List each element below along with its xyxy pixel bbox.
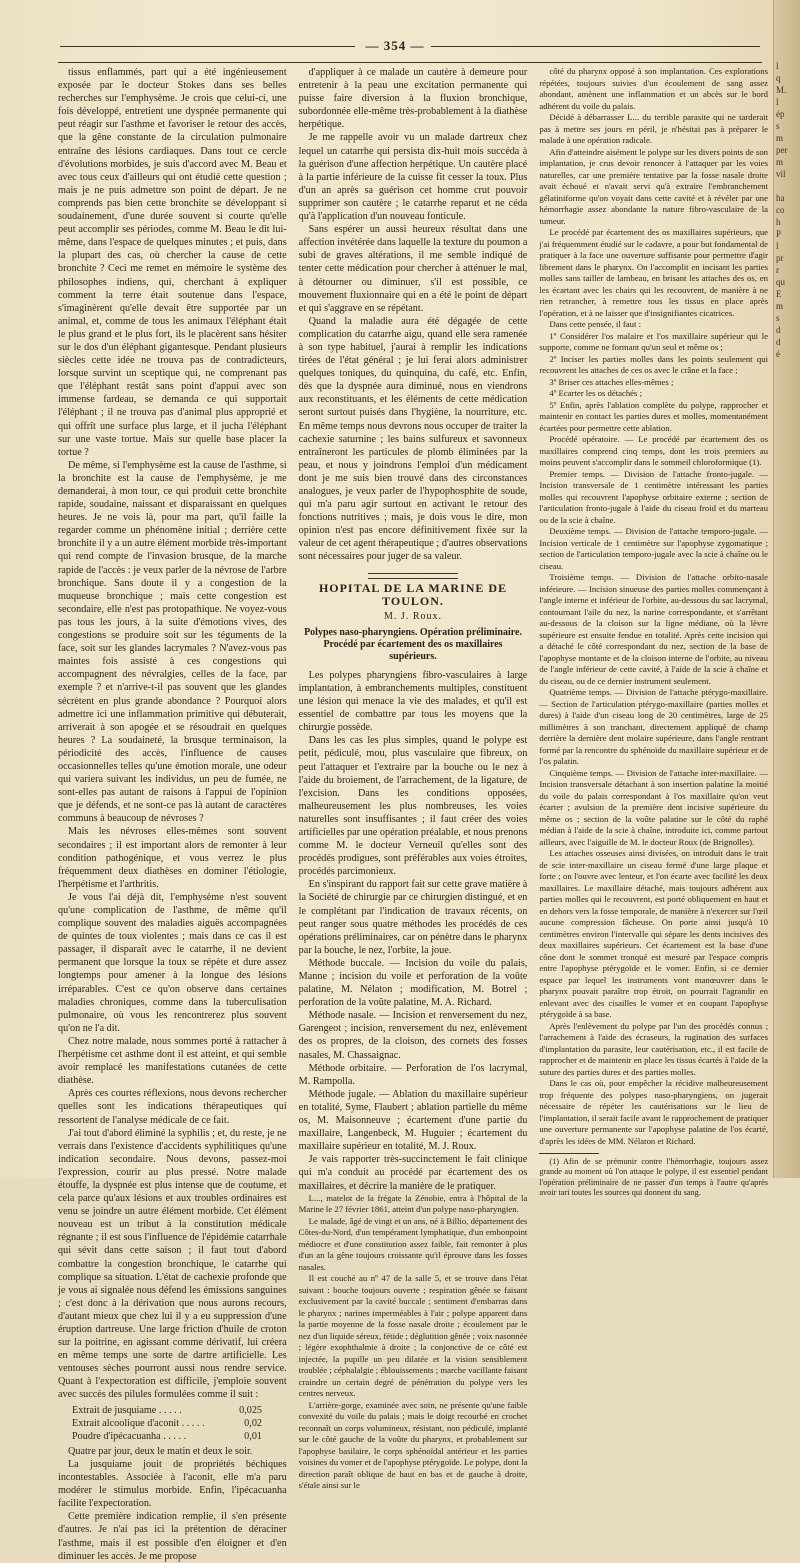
page-header bbox=[0, 36, 790, 56]
margin-fragment: d bbox=[776, 337, 781, 347]
margin-fragment: r bbox=[776, 265, 779, 275]
paragraph: De même, si l'emphysème est la cause de l'asthme, si la bronchite est la cause de l'emphysème, je me demanderai, à mon tour, ce qui produit cette bronchite rapide, soudaine, naissant et disparaissant en quelques heures. Je ne vois là, pour ma part, qu'il faille la regarder comme un phénomène initial ; derrière cette bronchite il y a un autre élément morbide très-important qui rend compte de l'invasion brusque, de la marche rapide de l'accès : je veux parler de la névrose de l'arbre bronchique. Sans doute il y a congestion de la muqueuse bronchique ; mais cette congestion est secondaire, elle n'est pas protopathique. Ne voyez-vous pas tous les jours, à la suite d'émotions vives, des congestions se produire soit sur les téguments de la face, soit sur les glandes lacrymales ? N'avez-vous pas maintes fois assisté à ces congestions qui accompagnent des névralgies, celles de la face, par exemple ? et n'arrive-t-il pas souvent que les glandes sécrètent en plus grande abondance ? Pourquoi alors admettre ici une inflammation primitive qui débuterait, arriverait à son apogée et se résoudrait en quelques heures ? La soudaineté, la brusque terminaison, la périodicité des accès, l'influence de causes occasionnelles telles qu'une émotion morale, une odeur qui variera suivant les individus, un peu de fumée, ne sont-elles pas autant de raisons à l'appui de l'opinion que je défends, et ne sont-ce pas là autant de caractères communs à beaucoup de névroses ? bbox=[58, 459, 287, 825]
margin-fragment: é bbox=[776, 349, 780, 359]
paragraph: Troisième temps. — Division de l'attache orbito-nasale inférieure. — Incision sinueuse des parties molles commençant à l'angle interne et inférieur de l'orbite, au-dessous du sac lacrymal, contournant l'aile du nez, la narine correspondante, et s'arrêtant au-dessous de la cloison sur la ligne médiane, où la lèvre supérieure est ensuite fendue en totalité. Après cette incision qui a détaché le côté correspondant du nez, section de la base de l'apophyse montante et de la cloison interne de l'orbite, au niveau de l'angle inférieur de cette cavité, à l'aide de la scie à chaîne et du ciseau, ou de ce dernier instrument seulement. bbox=[539, 572, 769, 686]
margin-fragment: l bbox=[776, 61, 779, 71]
paragraph: Mais les névroses elles-mêmes sont souvent secondaires ; il est important alors de remonter à leur condition pathogénique, et vous verrez le plus fréquemment deux diathèses en dominer l'étiologie, l'herpétisme et l'arthritis. bbox=[58, 826, 287, 890]
paragraph: Le procédé par écartement des os maxillaires supérieurs, que j'ai fréquemment étudié sur le cadavre, a pour but fondamental de pratiquer à la face une ouverture suffisante pour permettre d'agir librement dans le pharynx. On l'accomplit en incisant les parties molles sans tailler de lambeau, en brisant les attaches des os, en les écartant avec les chairs qui les recouvrent, de manière à ne rien retrancher, à remettre tous les tissus en place après l'opération, et à ne laisser que d'insignifiantes cicatrices. bbox=[539, 227, 769, 318]
formula-row bbox=[72, 1417, 262, 1430]
ingredient-dose: 0,01 bbox=[244, 1430, 262, 1442]
paragraph: Je me rappelle avoir vu un malade dartreux chez lequel un catarrhe qui persista dix-huit mois succéda à la guérison d'une affection herpétique. Un cautère placé à la partie inférieure de la cuisse fit cesser la toux. Plus d'un an après sa guérison cet homme crut pouvoir supprimer son cautère ; le catarrhe reparut et ne céda qu'à l'application d'un nouveau fonticule. bbox=[298, 132, 528, 223]
header-rule-right bbox=[430, 46, 760, 47]
paragraph: tissus enflammés, part qui a été ingénieusement exposée par le docteur Stokes dans ses belles recherches sur l'emphysème. Je crois que celui-ci, une fois développé, entretient une dyspnée permanente qui peut réagir sur l'asthme et favoriser le retour des accès, que la gêne constante de la circulation pulmonaire entraîne des lésions cardiaques. Dans tout ce cercle d'évolutions morbides, je suis d'accord avec M. Beau et avec tous ceux d'ailleurs qui ont étudié cette question ; mais je ne puis admettre son point de départ. Je ne comprends pas bien cette bronchite se développant si soudainement, d'une durée souvent si courte qu'elle peut accomplir ses périodes, comme M. Beau le dit lui-même, dans l'espace de quelques minutes ; et puis, dans la plupart des cas, où chercher la cause de cette bronchite ? Ceci me remet en mémoire le système des philosophes indiens, qui, cherchant à expliquer comment la terre était soutenue dans l'espace, s'imaginèrent qu'elle devait être supportée par un animal, et, comme de tous les animaux l'éléphant était le plus grand et le plus fort, ils le placèrent sans hésiter sur le dos d'un éléphant gigantesque. Pendant plusieurs siècles cette idée ne trouva pas de contradicteurs, lorsque survint un sceptique qui, ne comprenant pas que l'éléphant restât sans point d'appui avec son immense fardeau, se demanda ce qui supportait l'éléphant ; il ne trouva pas d'animal plus approprié et qui offrît une surface plus large, et il jucha l'éléphant sur une vaste tortue. Mais sur quelle base placer la tortue ? bbox=[58, 67, 287, 458]
margin-fragment: E bbox=[776, 289, 782, 299]
margin-fragment: l bbox=[776, 241, 779, 251]
text-columns bbox=[58, 66, 769, 1562]
paragraph: Méthode orbitaire. — Perforation de l'os lacrymal, M. Rampolla. bbox=[298, 1062, 528, 1087]
column-1-body bbox=[58, 66, 287, 1402]
article-subtitle: Polypes naso-pharyngiens. Opération préliminaire. Procédé par écartement des os maxillaires supérieurs. bbox=[304, 626, 522, 662]
column-3-intro bbox=[539, 66, 768, 1147]
section-title: HOPITAL DE LA MARINE DE TOULON. bbox=[318, 580, 508, 608]
adjacent-page-edge bbox=[773, 0, 800, 1178]
margin-fragment: P bbox=[776, 229, 782, 239]
paragraph: Je vous l'ai déjà dit, l'emphysème n'est souvent qu'une complication de l'asthme, de même qu'il complique souvent des maladies aiguës accompagnées de quintes de toux violentes ; mais dans ce cas il est passager, il disparaît avec le catarrhe, il ne devient permanent que lorsque la toux se répète et dure assez longtemps pour amener à la longue des lésions irréparables. C'est ce qu'on observe dans certaines maladies chroniques, comme dans la tuberculisation pulmonaire, où vous les rencontrerez plus souvent qu'on ne l'a dit. bbox=[58, 891, 287, 1034]
paragraph: Afin d'atteindre aisément le polype sur les divers points de son implantation, je crus devoir renoncer à l'attaquer par les voies naturelles, car une première tentative par la fosse nasale droite avait échoué et n'avait servi qu'à extraire l'embranchement gélatiniforme qu'on voyait dans cette cavité et à révéler par une hémorrhagie assez abondante la nature fibro-vasculaire de la tumeur. bbox=[539, 146, 769, 226]
margin-fragment: l bbox=[776, 97, 779, 107]
margin-fragment: m bbox=[776, 301, 784, 311]
prescription-formula bbox=[72, 1404, 287, 1443]
paragraph: Dans le cas où, pour empêcher la récidive malheureusement trop fréquente des polypes naso-pharyngiens, on jugerait nécessaire de répéter les cautérisations sur le lieu de l'implantation, il serait facile avant le rapprochement de pratiquer une ouverture permanente sur l'apophyse palatine de l'os écarté, d'après les idées de MM. Nélaton et Richard. bbox=[539, 1078, 769, 1146]
paragraph: La jusquiame jouit de propriétés béchiques incontestables. Associée à l'aconit, elle m'a paru modérer le stimulus morbide. Enfin, l'ipécacuanha facilite l'expectoration. bbox=[58, 1458, 287, 1510]
margin-fragment: s bbox=[776, 121, 780, 131]
paragraph: Cette première indication remplie, il s'en présente d'autres. Je n'ai pas ici la prétention de déraciner l'asthme, mais il est possible d'en éloigner et d'en diminuer les accès. Je me propose bbox=[58, 1511, 287, 1562]
paragraph: Quatre par jour, deux le matin et deux le soir. bbox=[68, 1445, 253, 1457]
paragraph: Sans espérer un aussi heureux résultat dans une affection invétérée dans laquelle la texture du poumon a subi de graves altérations, il me semble indiqué de tenter cette médication pour chercher à atténuer le mal, à détourner ou diminuer, s'il est possible, ce mouvement fluxionnaire qui en a été le point de départ et qui s'aggrave en se répétant. bbox=[298, 224, 528, 314]
margin-fragment: s bbox=[776, 313, 780, 323]
paragraph: 5º Enfin, après l'ablation complète du polype, rapprocher et maintenir en contact les parties dures et molles, momentanément écartées pour permettre cette ablation. bbox=[539, 399, 769, 433]
margin-fragment: vil bbox=[776, 169, 786, 179]
margin-fragment: ha bbox=[776, 193, 785, 203]
paragraph: L'arrière-gorge, examinée avec soin, ne présente qu'une faible convexité du voile du palais ; mais le doigt recourbé en crochet reconnaît un corps volumineux, résistant, non pédiculé, implanté sur le côté gauche de la voûte du pharynx, et probablement sur l'apophyse basilaire, le corps sphénoïdal antérieur et les parties voisines du vomer et de l'apophyse ptérygoïde. Le polype, dont la direction paraît oblique de haut en bas et de gauche à droite, s'étale ainsi sur le bbox=[298, 1399, 528, 1491]
paragraph: Le malade, âgé de vingt et un ans, né à Billio, département des Côtes-du-Nord, d'un tempérament lymphatique, d'un embonpoint médiocre et d'une constitution assez faible, fait remonter à plus d'un an la gêne toujours croissante qu'il éprouve dans les fosses nasales. bbox=[298, 1215, 528, 1272]
paragraph: côté du pharynx opposé à son implantation. Ces explorations répétées, toujours suivies d'un écoulement de sang assez abondant, amènent une inflammation et un abcès sur le bord adhérent du voile du palais. bbox=[539, 66, 769, 111]
column-3 bbox=[539, 66, 769, 1198]
case-report bbox=[299, 1193, 528, 1492]
paragraph: 4º Ecarter les os détachés ; bbox=[549, 388, 643, 398]
paragraph: Méthode nasale. — Incision et renversement du nez, Garengeot ; incision, renversement du nez, enlèvement des os propres, de la cloison, des cornets des fosses nasales, M. Chassaignac. bbox=[298, 1010, 528, 1061]
paragraph: Procédé opératoire. — Le procédé par écartement des os maxillaires comprend cinq temps, dont les trois premiers au moins peuvent s'accomplir dans le sommeil chloroformique (1). bbox=[539, 434, 769, 467]
margin-fragment: pr bbox=[776, 253, 784, 263]
column-2 bbox=[298, 66, 528, 1491]
paragraph: Les attaches osseuses ainsi divisées, on introduit dans le trait de scie inter-maxillaire un ciseau fermé d'une large plaque et forte ; on l'ouvre avec lenteur, et l'on écarte avec facilité les deux maxillaires. Le maxillaire détaché, mais toujours adhérent aux parties molles qui le recouvrent, est porté obliquement en haut et en dehors vers la fosse temporale, de manière à n'exercer sur l'œil aucune compression fâcheuse. On porte ainsi jusqu'à 10 centimètres environ l'intervalle qui sépare les dents incisives des deux maxillaires supérieurs. Cet écartement est la base d'une cône dont le sommet tronqué est mesuré par l'espace compris entre l'apophyse ptérygoïde et le vomer. Enfin, si ce dernier espace par lequel les instruments vont manœuvrer dans le pharynx pouvait paraître trop étroit, on pourrait l'agrandir en enlevant avec des cisailles le vomer et en coupant l'apophyse ptérygoïde à sa base. bbox=[539, 848, 769, 1019]
ingredient-name: Poudre d'ipécacuanha . . . . . bbox=[72, 1430, 187, 1442]
paragraph: Cinquième temps. — Division de l'attache inter-maxillaire. — Incision transversale détachant à son insertion palatine la moitié du voile du palais correspondant à l'os maxillaire qu'on veut écarter ; avulsion de la première dent incisive supérieure du même os ; section de la voûte palatine sur le côté du raphé médian à l'aide de la scie à chaîne, introduite ici, comme partout ailleurs, avec l'aiguille de M. le docteur Roux (de Brignolles). bbox=[539, 767, 769, 847]
ingredient-dose: 0,02 bbox=[244, 1417, 262, 1429]
paragraph: Après l'enlèvement du polype par l'un des procédés connus ; l'arrachement à l'aide des écraseurs, la rugination des surfaces d'implantation du parasite, leur cautérisation, etc., il est facile de rapprocher et de maintenir en place les tissus écartés à l'aide de la suture des parties dures et des parties molles. bbox=[539, 1020, 769, 1077]
paragraph: Après ces courtes réflexions, nous devons rechercher quelles sont les indications thérapeutiques qui ressortent de l'analyse médicale de ce fait. bbox=[58, 1088, 287, 1126]
paragraph: Je vais rapporter très-succinctement le fait clinique qui m'a conduit au procédé par écartement des os maxillaires, et décrire la manière de le pratiquer. bbox=[298, 1154, 528, 1192]
margin-fragment: per bbox=[776, 145, 788, 155]
paragraph: 2º Inciser les parties molles dans les points seulement qui recouvrent les attaches de ces os avec le crâne et la face ; bbox=[539, 353, 769, 375]
margin-fragment: co bbox=[776, 205, 785, 215]
paragraph: 1º Considérer l'os malaire et l'os maxillaire supérieur qui le supporte, comme ne formant qu'un seul et même os ; bbox=[539, 330, 769, 352]
paragraph: Dans les cas les plus simples, quand le polype est petit, pédiculé, mou, plus vasculaire que fibreux, on peut l'attaquer et l'extraire par la bouche ou le nez à l'aide du broiement, de l'arrachement, de la ligature, de l'excision. Dans les conditions opposées, malheureusement les plus nombreuses, les voies naturelles sont insuffisantes ; il faut créer des voies artificielles par une opération préalable, et nous prenons comme M. le docteur Verneuil qu'elles sont des procédés prodigues, sont préférables aux voies étroites, procédés parcimonieux. bbox=[298, 735, 528, 878]
paragraph: Méthode jugale. — Ablation du maxillaire supérieur en totalité, Syme, Flaubert ; ablation partielle du même os, M. Maisonneuve ; écartement d'une partie du maxillaire, Langenbeck, M. Huguier ; écartement du maxillaire supérieur en totalité, M. J. Roux. bbox=[298, 1088, 528, 1153]
ingredient-dose: 0,025 bbox=[239, 1404, 262, 1416]
formula-row bbox=[72, 1404, 262, 1417]
article-body bbox=[299, 669, 528, 1193]
margin-fragment: m bbox=[776, 133, 784, 143]
margin-fragment: ép bbox=[776, 109, 785, 119]
column-1 bbox=[58, 66, 287, 1562]
paragraph: Décidé à débarrasser L... du terrible parasite qui ne tarderait pas à mettre ses jours en péril, je n'hésitai pas à préparer le malade à une opération radicale. bbox=[539, 112, 769, 145]
paragraph: L..., matelot de la frégate la Zénobie, entra à l'hôpital de la Marine le 27 février 1861, atteint d'un polype naso-pharyngien. bbox=[298, 1192, 528, 1215]
section-ornament bbox=[299, 570, 528, 578]
ingredient-name: Extrait de jusquiame . . . . . bbox=[72, 1404, 182, 1416]
header-divider bbox=[58, 62, 762, 63]
margin-fragment bbox=[776, 180, 798, 192]
paragraph: Il est couché au nº 47 de la salle 5, et se trouve dans l'état suivant : bouche toujours ouverte ; respiration gênée se faisant exclusivement par la cavité buccale ; sentiment d'embarras dans le pharynx ; narines imperméables à l'air ; polype apparent dans la partie moyenne de la fosse nasale droite ; écoulement par le nez d'un liquide séreux, fétide ; déglutition gênée ; voix nasonnée ; légère exophthalmie à droite ; la conjonctive de ce côté est injectée, la pupille un peu dilatée et la vision sensiblement troublée ; céphalalgie ; éblouissements ; marche vacillante faisant craindre un certain degré de pénétration du polype vers les centres nerveux. bbox=[298, 1273, 528, 1399]
paragraph: Quand la maladie aura été dégagée de cette complication du catarrhe aigu, quand elle sera ramenée à son type habituel, j'aurai à remplir les indications tirées de l'état général ; je lui ferai alors administrer quelques toniques, du quinquina, du café, etc. Enfin, dès que la dyspnée aura diminué, nous en viendrons aux reconstituants, et les éléments de cette médication seront surtout puisés dans l'hygiène, la nourriture, etc. En même temps nous devrons nous occuper de traiter la cachexie saturnine ; les bains sulfureux et savonneux entraîneront les particules de plomb éliminées par la peau, et nous y joindrons l'emploi d'un médicament dont je me suis bien trouvé dans des circonstances analogues, je veux parler de l'hypophosphite de soude, qui m'a paru agir surtout en activant le retour des fonctions nutritives ; mais, je dois vous le dire, mon opinion n'est pas encore définitivement fixée sur la valeur de cet agent thérapeutique ; d'autres observations sont nécessaires pour juger de sa valeur. bbox=[298, 315, 528, 563]
paragraph: Les polypes pharyngiens fibro-vasculaires à large implantation, à embranchements multiples, constituent une lésion qui menace la vie des malades, et qu'il est essentiel de combattre par tous les moyens que la chirurgie possède. bbox=[298, 669, 528, 734]
margin-fragment: d bbox=[776, 325, 781, 335]
ingredient-name: Extrait alcoolique d'aconit . . . . . bbox=[72, 1417, 205, 1429]
margin-fragment: h bbox=[776, 217, 781, 227]
paragraph: Dans cette pensée, il faut : bbox=[549, 319, 642, 329]
paragraph: 3º Briser ces attaches elles-mêmes ; bbox=[549, 376, 674, 387]
paragraph: Méthode buccale. — Incision du voile du palais, Manne ; incision du voile et perforation de la voûte palatine, M. Nélaton ; modification, M. Botrel ; perforation de la voûte palatine, M. A. Richard. bbox=[298, 957, 528, 1009]
paragraph: Deuxième temps. — Division de l'attache temporo-jugale. — Incision verticale de 1 centimètre sur l'apophyse zygomatique ; section de l'articulation temporo-jugale avec la scie à chaîne ou le ciseau. bbox=[539, 526, 769, 571]
paragraph: J'ai tout d'abord éliminé la syphilis ; et, du reste, je ne verrais dans l'existence d'accidents syphilitiques qu'une indication secondaire. Nous devons, passez-moi l'expression, courir au plus pressé. Notre malade étouffe, la dyspnée est plus intense que de coutume, et cela parce qu'aux lésions et aux troubles ordinaires est venu se joindre un autre élément morbide. Cet élément nouveau est un tribut à la constitution médicale régnante ; il est sous l'influence de l'épidémie catarrhale qui sévit dans cette saison ; il faut tout d'abord combattre la congestion bronchique, le catarrhe qui complique sa situation. L'état de cachexie profonde que je vous ai signalée nous défend les émissions sanguines ; c'est donc à la dérivation que nous aurons recours, d'autant mieux que chez lui il y a eu suppression d'une éruption dartreuse. Une large friction d'huile de croton sur la poitrine, en agissant comme dérivatif, lui créera en même temps une sorte de dartre artificielle. Les ventouses sèches pourront aussi nous rendre service. Quant à l'expectoration est difficile, j'emploie souvent avec succès des pilules formulées comme il suit : bbox=[58, 1127, 287, 1401]
margin-fragment: q bbox=[776, 73, 781, 83]
paragraph: Chez notre malade, nous sommes porté à rattacher à l'herpétisme cet asthme dont il est atteint, et qui semble avoir remplacé les manifestations cutanées de cette diathèse. bbox=[58, 1035, 287, 1087]
formula-row bbox=[72, 1430, 262, 1443]
margin-fragment: M. bbox=[776, 85, 787, 95]
adjacent-page-fragments bbox=[776, 60, 798, 360]
margin-fragment: m bbox=[776, 157, 784, 167]
paragraph: Quatrième temps. — Division de l'attache ptérygo-maxillaire. — Section de l'articulation ptérygo-maxillaire (parties molles et dures) à l'aide d'un ciseau long de 20 centimètres, large de 25 millimètres à son tranchant, directement appliqué de champ derrière la dernière dent molaire supérieure, dans l'angle rentrant formé par la rencontre du sphénoïde du maxillaire supérieur et de l'os palatin. bbox=[539, 687, 769, 766]
column-1-after-formula bbox=[58, 1445, 287, 1563]
paragraph: Premier temps. — Division de l'attache fronto-jugale. — Incision transversale de 1 centimètre intéressant les parties molles qui recouvrent l'apophyse orbitaire externe ; section de l'articulation fronto-jugale à l'aide du ciseau froid et du marteau ou de la scie à chaîne. bbox=[539, 468, 769, 525]
header-rule-left bbox=[60, 46, 355, 47]
paragraph: d'appliquer à ce malade un cautère à demeure pour entretenir à la peau une excitation permanente qui puisse faire diversion à la fluxion bronchique, subordonnée elle-même très-probablement à la diathèse herpétique. bbox=[298, 67, 528, 131]
section-author: M. J. Roux. bbox=[384, 610, 442, 622]
margin-fragment: qu bbox=[776, 277, 785, 287]
paragraph: En s'inspirant du rapport fait sur cette grave matière à la Société de chirurgie par ce chirurgien distingué, et en le complétant par l'indication de travaux récents, on peut ranger sous quatre méthodes les procédés de ces opérations préliminaires, car on pénètre dans le pharynx par la bouche, le nez, l'orbite, la joue. bbox=[298, 879, 528, 956]
page-number: — 354 — bbox=[360, 38, 431, 54]
footnote: (1) Afin de se prémunir contre l'hémorrhagie, toujours assez grande au moment où l'on attaque le polype, il est essentiel pendant l'opération préliminaire de ne passer d'un temps à l'autre qu'après avoir tari toutes les sources qui donnent du sang. bbox=[539, 1157, 769, 1198]
footnote-rule bbox=[539, 1153, 599, 1154]
column-2-body bbox=[299, 66, 528, 564]
